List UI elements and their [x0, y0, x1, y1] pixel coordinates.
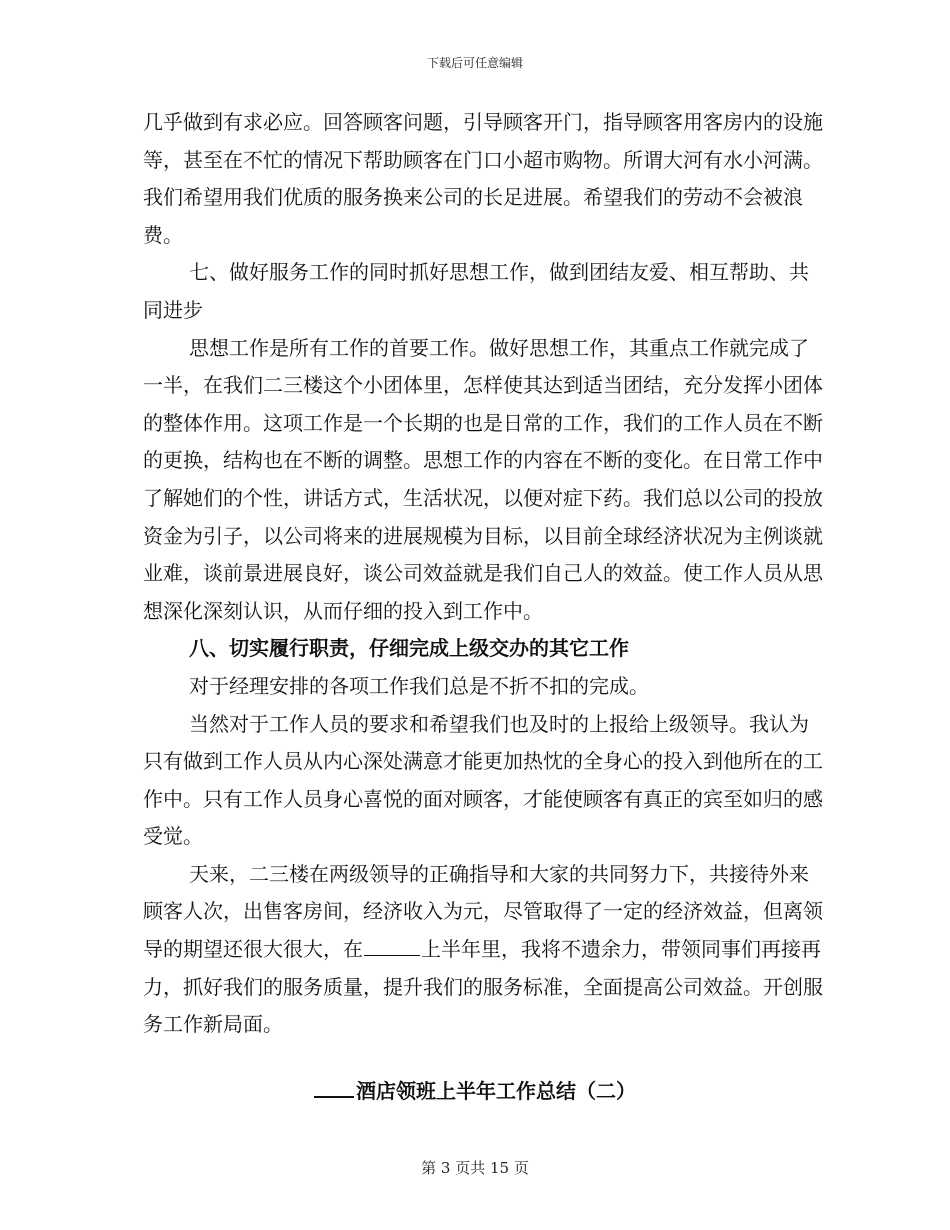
paragraph-thought-work: 思想工作是所有工作的首要工作。做好思想工作，其重点工作就完成了一半，在我们二三楼这个小团体里，怎样使其达到适当团结，充分发挥小团体的整体作用。这项工作是一个长期的也是日常的工作，我们的工作人员在不断的更换，结构也在不断的调整。思想工作的内容在不断的变化。在日常工作中了解她们的个性，讲话方式，生活状况，以便对症下药。我们总以公司的投放资金为引子，以公司将来的进展规模为目标，以目前全球经济状况为主例谈就业难，谈前景进展良好，谈公司效益就是我们自己人的效益。使工作人员从思想深化深刻认识，从而仔细的投入到工作中。 [143, 335, 823, 623]
document-body [143, 104, 823, 1044]
page-footer: 第 3 页共 15 页 [421, 1159, 529, 1177]
summary-text-after: 上半年里，我将不遗余力，带领同事们再接再力，抓好我们的服务质量，提升我们的服务标准，全面提高公司效益。开创服务工作新局面。 [143, 937, 823, 1037]
summary-text-before: 天来，二三楼在两级领导的正确指导和大家的共同努力下，共接待外来顾客人次，出售客房间，经济收入为元，尽管取得了一定的经济效益，但离领导的期望还很大很大，在 [143, 861, 823, 962]
paragraph-summary [143, 856, 823, 1044]
paragraph-continuation: 几乎做到有求必应。回答顾客问题，引导顾客开门，指导顾客用客房内的设施等，甚至在不忙的情况下帮助顾客在门口小超市购物。所谓大河有水小河满。我们希望用我们优质的服务换来公司的长足进展。希望我们的劳动不会被浪费。 [143, 110, 823, 247]
blank-underline [364, 937, 420, 956]
section-title-text: 酒店领班上半年工作总结（二） [356, 1079, 636, 1103]
section-title [0, 1075, 950, 1107]
paragraph-staff-requests: 当然对于工作人员的要求和希望我们也及时的上报给上级领导。我认为只有做到工作人员从内心深处满意才能更加热忱的全身心的投入到他所在的工作中。只有工作人员身心喜悦的面对顾客，才能使顾客有真正的宾至如归的感受觉。 [143, 711, 823, 849]
page-header: 下载后可任意编辑 [426, 56, 523, 70]
paragraph-heading-seven: 七、做好服务工作的同时抓好思想工作，做到团结友爱、相互帮助、共同进步 [143, 260, 809, 322]
title-blank-underline [314, 1076, 354, 1098]
heading-eight: 八、切实履行职责，仔细完成上级交办的其它工作 [189, 636, 629, 661]
paragraph-manager-tasks: 对于经理安排的各项工作我们总是不折不扣的完成。 [189, 673, 649, 698]
